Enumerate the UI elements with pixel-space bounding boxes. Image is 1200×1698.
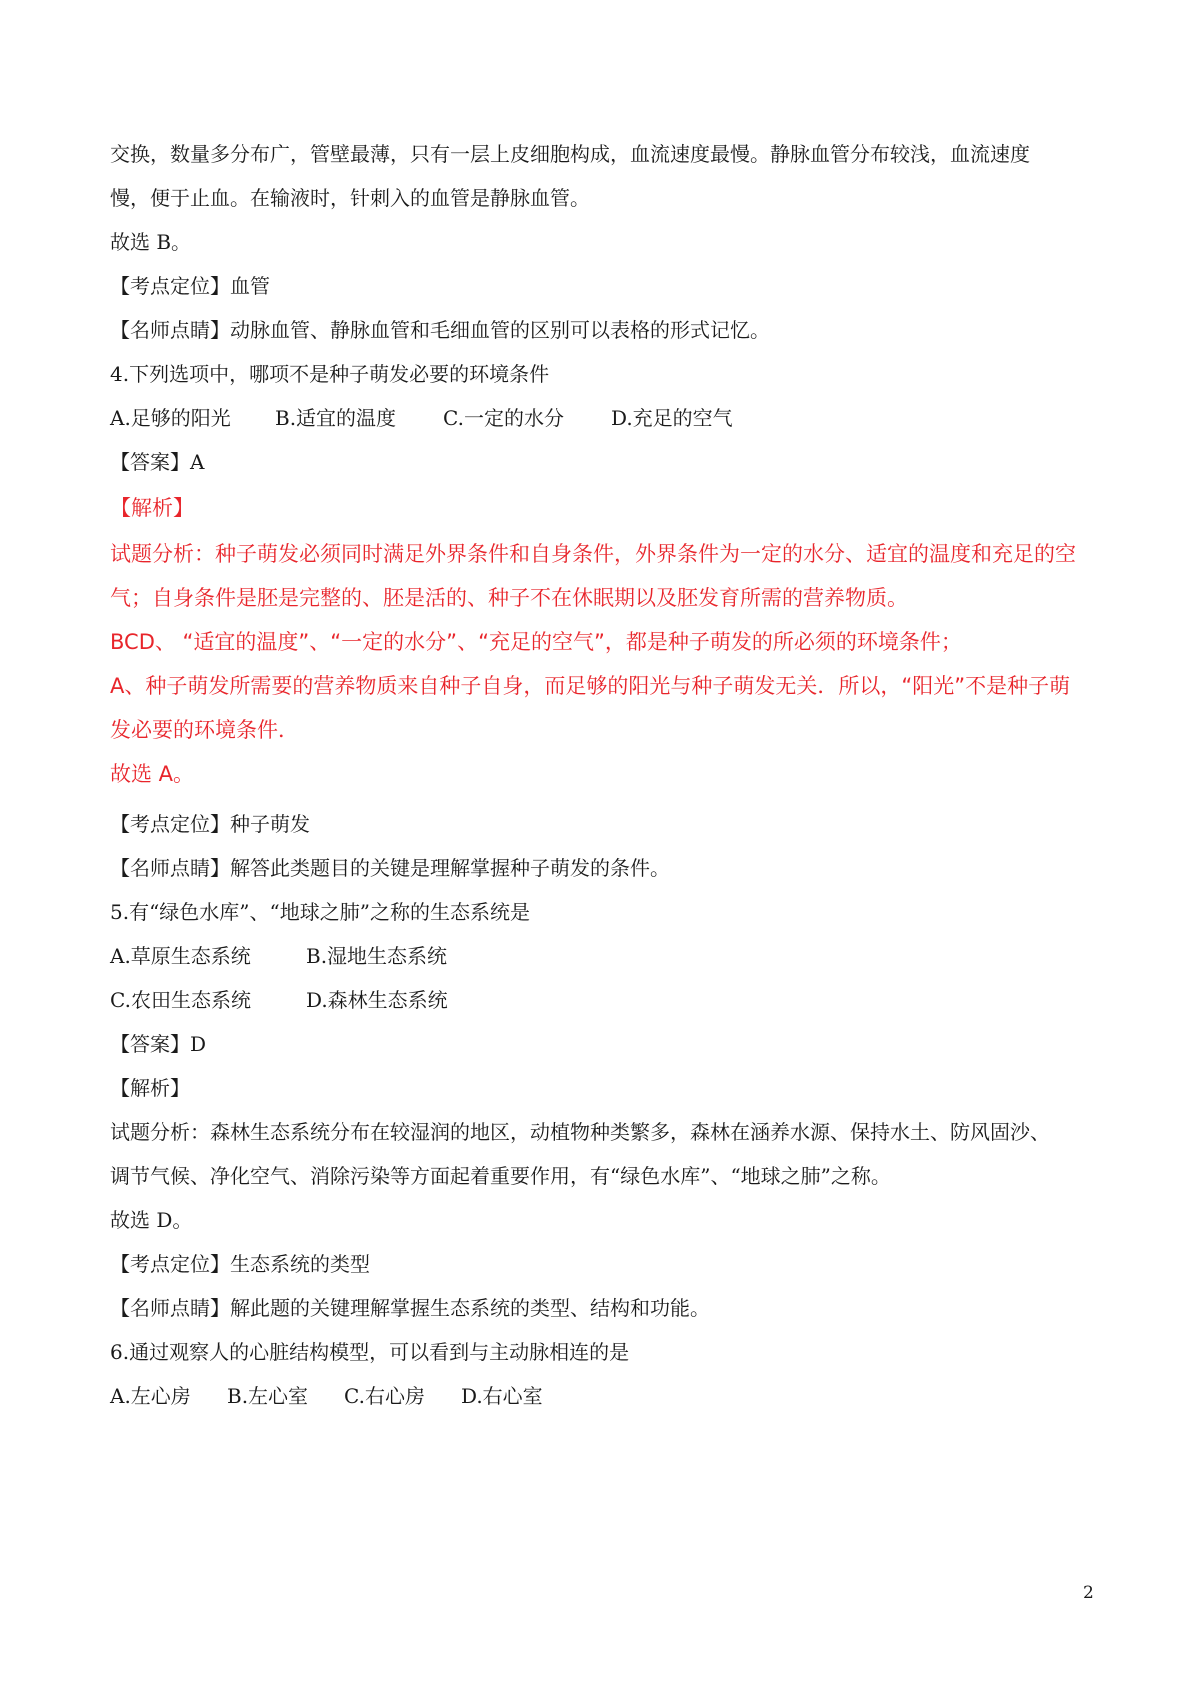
q6-options bbox=[110, 1382, 1100, 1410]
q5-analysis-title: 【解析】 bbox=[110, 1076, 190, 1100]
q6-option-d: D.右心室 bbox=[461, 1384, 543, 1408]
q4-options bbox=[110, 404, 1100, 432]
q4-kaodian: 【考点定位】种子萌发 bbox=[110, 812, 310, 836]
q5-analysis-line-1: 试题分析：森林生态系统分布在较湿润的地区，动植物种类繁多，森林在涵养水源、保持水土、防风固沙、 bbox=[110, 1120, 1050, 1144]
q4-option-c: C.一定的水分 bbox=[443, 406, 564, 430]
q4-analysis-line-4: A、种子萌发所需要的营养物质来自种子自身，而足够的阳光与种子萌发无关．所以，“阳光”不是种子萌 bbox=[110, 674, 1071, 698]
q6-option-b: B.左心室 bbox=[227, 1384, 309, 1408]
q3-kaodian: 【考点定位】血管 bbox=[110, 274, 270, 298]
q4-option-d: D.充足的空气 bbox=[611, 406, 733, 430]
page-number: 2 bbox=[1083, 1583, 1094, 1603]
q4-analysis-line-5: 发必要的环境条件． bbox=[110, 718, 299, 742]
q4-mingshi: 【名师点睛】解答此类题目的关键是理解掌握种子萌发的条件。 bbox=[110, 856, 670, 880]
q5-option-a: A.草原生态系统 bbox=[110, 944, 251, 968]
q5-option-d: D.森林生态系统 bbox=[306, 988, 448, 1012]
q5-options-row-2 bbox=[110, 986, 1100, 1014]
q5-options-row-1 bbox=[110, 942, 1100, 970]
q3-conclusion: 故选 B。 bbox=[110, 230, 192, 254]
q4-option-a: A.足够的阳光 bbox=[110, 406, 231, 430]
q6-option-a: A.左心房 bbox=[110, 1384, 191, 1408]
q4-analysis-line-2: 气；自身条件是胚是完整的、胚是活的、种子不在休眠期以及胚发育所需的营养物质。 bbox=[110, 586, 908, 610]
q4-analysis-line-3: BCD、 “适宜的温度”、“一定的水分”、“充足的空气”，都是种子萌发的所必须的环境条件； bbox=[110, 630, 962, 654]
q6-option-c: C.右心房 bbox=[344, 1384, 425, 1408]
q4-answer: 【答案】A bbox=[110, 450, 205, 474]
q5-option-c: C.农田生态系统 bbox=[110, 988, 251, 1012]
q3-mingshi: 【名师点睛】动脉血管、静脉血管和毛细血管的区别可以表格的形式记忆。 bbox=[110, 318, 770, 342]
q5-analysis-line-2: 调节气候、净化空气、消除污染等方面起着重要作用，有“绿色水库”、“地球之肺”之称。 bbox=[110, 1164, 891, 1188]
q5-conclusion: 故选 D。 bbox=[110, 1208, 193, 1232]
q4-analysis-title: 【解析】 bbox=[110, 496, 194, 520]
q3-explanation-line-2: 慢，便于止血。在输液时，针刺入的血管是静脉血管。 bbox=[110, 186, 590, 210]
q5-question: 5.有“绿色水库”、“地球之肺”之称的生态系统是 bbox=[110, 900, 530, 924]
q4-analysis-conclusion: 故选 A。 bbox=[110, 762, 195, 786]
q5-mingshi: 【名师点睛】解此题的关键理解掌握生态系统的类型、结构和功能。 bbox=[110, 1296, 710, 1320]
q3-explanation-line-1: 交换，数量多分布广，管壁最薄，只有一层上皮细胞构成，血流速度最慢。静脉血管分布较浅，血流速度 bbox=[110, 142, 1030, 166]
q5-answer: 【答案】D bbox=[110, 1032, 207, 1056]
q5-option-b: B.湿地生态系统 bbox=[306, 944, 448, 968]
q6-question: 6.通过观察人的心脏结构模型，可以看到与主动脉相连的是 bbox=[110, 1340, 630, 1364]
q4-question: 4.下列选项中，哪项不是种子萌发必要的环境条件 bbox=[110, 362, 550, 386]
q5-kaodian: 【考点定位】生态系统的类型 bbox=[110, 1252, 370, 1276]
q4-analysis-line-1: 试题分析：种子萌发必须同时满足外界条件和自身条件，外界条件为一定的水分、适宜的温度和充足的空 bbox=[110, 542, 1076, 566]
q4-option-b: B.适宜的温度 bbox=[275, 406, 397, 430]
